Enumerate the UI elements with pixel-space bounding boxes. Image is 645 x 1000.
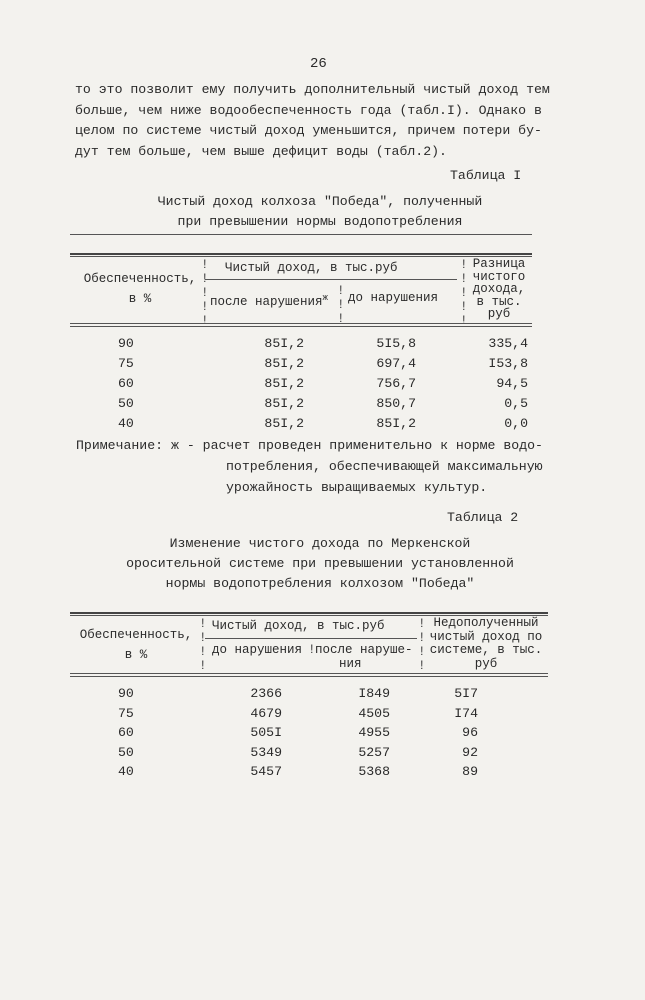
table1-cell: 85I,2 (376, 416, 416, 431)
table1-cell: 85I,2 (264, 356, 304, 371)
table1-label: Таблица I (450, 168, 522, 183)
intro-line: целом по системе чистый доход уменьшится, причем потери бу- (75, 123, 542, 138)
table1-col4-header: Разница чистого дохода, в тыс. руб (472, 257, 526, 321)
table2-row (0, 745, 645, 763)
table1-cell: 40 (118, 416, 134, 431)
table2-cell: 505I (250, 725, 282, 740)
table1-header-rule (70, 326, 532, 327)
table2-cell: 90 (118, 686, 134, 701)
table1-note (76, 435, 543, 498)
table1-cell: 85I,2 (264, 396, 304, 411)
table2-cell: 60 (118, 725, 134, 740)
table2-label: Таблица 2 (447, 510, 519, 525)
table2-cell: 89 (462, 764, 478, 779)
table1-sub2-header: до нарушения (348, 291, 439, 305)
table2-cell: 5349 (250, 744, 282, 760)
table1-top-rule (70, 256, 532, 257)
table2-cell: 40 (118, 764, 134, 779)
table2-cell: I74 (454, 705, 478, 721)
note-lead: Примечание: (76, 438, 164, 453)
intro-paragraph (75, 80, 550, 162)
table2-header-rule (70, 673, 548, 674)
column-separator: ! ! ! ! (199, 617, 207, 673)
table2-group-header: Чистый доход, в тыс.руб (212, 619, 385, 633)
column-separator: ! ! ! ! (418, 617, 426, 673)
table1-cell: 94,5 (496, 376, 528, 391)
intro-line: дут тем больше, чем выше дефицит воды (табл.2). (75, 143, 447, 159)
table1-row (0, 396, 645, 414)
group-rule (205, 638, 417, 639)
table2-row (0, 686, 645, 704)
note-line: - расчет проведен применительно к норме водо- (186, 438, 543, 453)
table2-top-rule (70, 612, 548, 614)
column-separator: ! ! ! (337, 284, 345, 326)
table1-cell: 90 (118, 336, 134, 351)
table2-cell: 5368 (358, 764, 390, 779)
table2-cell: 4505 (358, 705, 390, 721)
table2-cell: 5457 (250, 764, 282, 779)
table2-caption (60, 534, 580, 594)
table1-caption (80, 192, 560, 232)
table2-cell: 96 (462, 725, 478, 740)
caption-line: при превышении нормы водопотребления (177, 214, 463, 229)
table1-cell: 0,0 (504, 416, 528, 431)
table2-cell: 50 (118, 744, 134, 760)
table1-cell: 697,4 (376, 356, 416, 371)
table1-sub1-header: после нарушения$^ж$ (210, 293, 328, 310)
table1-cell: 60 (118, 376, 134, 391)
caption-line: Чистый доход колхоза "Победа", полученный (157, 194, 483, 209)
table2-sub1-header: до нарушения (212, 643, 303, 657)
caption-line: оросительной системе при превышении установленной (126, 556, 514, 571)
table2-cell: 4679 (250, 705, 282, 721)
table2-cell: I849 (358, 686, 390, 701)
note-line: урожайность выращиваемых культур. (226, 480, 488, 495)
table2-header-rule (70, 676, 548, 677)
table1-cell: 335,4 (488, 336, 528, 351)
table1-row (0, 336, 645, 354)
column-separator: ! (308, 643, 316, 657)
table1-col1-header: Обеспеченность, в % (83, 272, 197, 306)
table1-cell: 50 (118, 396, 134, 411)
table1-cell: I53,8 (488, 356, 528, 371)
caption-line: Изменение чистого дохода по Меркенской (169, 536, 471, 551)
column-separator: ! ! ! ! ! (201, 258, 209, 328)
intro-line: то это позволит ему получить дополнительный чистый доход тем (75, 82, 550, 97)
table2-cell: 2366 (250, 686, 282, 701)
caption-underline (70, 234, 532, 235)
table1-cell: 85I,2 (264, 416, 304, 431)
table2-col1-header: Обеспеченность, в % (79, 628, 193, 662)
table1-cell: 0,5 (504, 396, 528, 411)
table1-cell: 756,7 (376, 376, 416, 391)
table2-cell: 4955 (358, 725, 390, 740)
table1-row (0, 356, 645, 374)
table1-cell: 75 (118, 356, 134, 371)
table2-cell: 92 (462, 744, 478, 760)
table1-group-header: Чистый доход, в тыс.руб (225, 261, 398, 275)
page-number: 26 (310, 56, 327, 72)
table1-cell: 5I5,8 (376, 336, 416, 351)
table1-cell: 85I,2 (264, 376, 304, 391)
table1-cell: 850,7 (376, 396, 416, 411)
table2-row (0, 706, 645, 724)
table1-top-rule (70, 253, 532, 255)
caption-line: нормы водопотребления колхозом "Победа" (165, 576, 475, 591)
table2-cell: 5I7 (454, 686, 478, 701)
table2-cell: 5257 (358, 744, 390, 760)
table1-row (0, 416, 645, 434)
table2-row (0, 725, 645, 743)
intro-line: больше, чем ниже водообеспеченность года (табл.I). Однако в (75, 102, 542, 118)
table1-row (0, 376, 645, 394)
table2-col4-header: Недополученный чистый доход по системе, в тыс. руб (429, 616, 543, 671)
table2-row (0, 764, 645, 782)
table1-header-rule (70, 323, 532, 324)
column-separator: ! ! ! ! ! (460, 258, 468, 328)
table2-cell: 75 (118, 705, 134, 721)
note-line: потребления, обеспечивающей максимальную (226, 459, 543, 474)
table2-sub2-header: после наруше- ния (315, 643, 413, 671)
table1-cell: 85I,2 (264, 336, 304, 351)
note-mark: ж (170, 438, 179, 453)
group-rule (205, 279, 457, 280)
